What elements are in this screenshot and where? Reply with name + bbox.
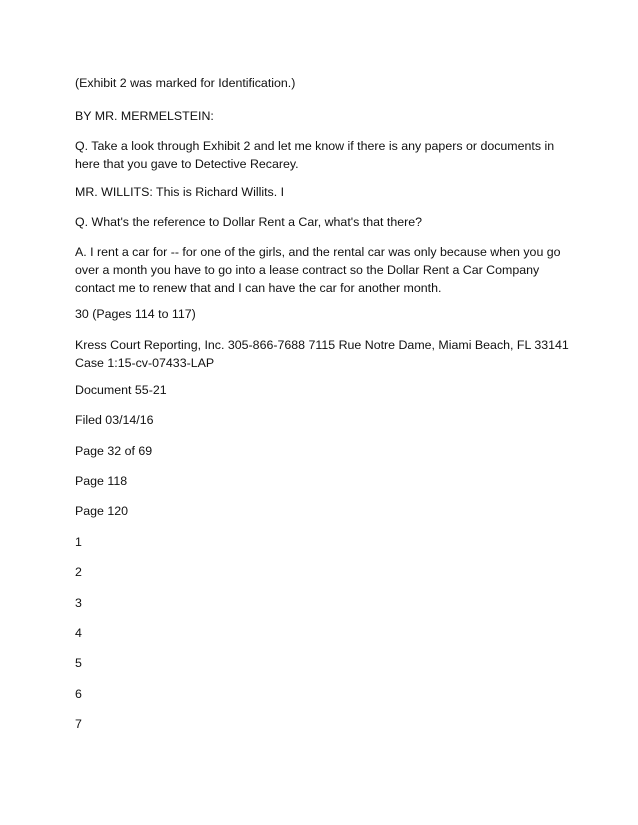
document-number: Document 55-21: [75, 383, 167, 397]
willits-statement: MR. WILLITS: This is Richard Willits. I: [75, 185, 285, 199]
line-number: 1: [75, 535, 82, 549]
line-number: 2: [75, 565, 82, 579]
examiner-heading: BY MR. MERMELSTEIN:: [75, 109, 214, 123]
line-number: 6: [75, 687, 82, 701]
question-dollar-rent-a-car: Q. What's the reference to Dollar Rent a Car, what's that there?: [75, 215, 423, 229]
page-count: Page 32 of 69: [75, 444, 153, 458]
page-range-footer: 30 (Pages 114 to 117): [75, 307, 196, 321]
exhibit-marked-note: (Exhibit 2 was marked for Identification.): [75, 76, 296, 90]
line-number: 3: [75, 596, 82, 610]
line-number: 7: [75, 717, 82, 731]
line-number: 4: [75, 626, 82, 640]
question-exhibit-2: Q. Take a look through Exhibit 2 and let me know if there is any papers or documents in here that you gave to Detective Recarey.: [75, 139, 555, 171]
court-reporter-footer: Kress Court Reporting, Inc. 305-866-7688 7115 Rue Notre Dame, Miami Beach, FL 33141 Case 1:15-cv-07433-LAP: [75, 338, 569, 370]
filed-date: Filed 03/14/16: [75, 413, 154, 427]
page-120-label: Page 120: [75, 504, 129, 518]
answer-rental-car: A. I rent a car for -- for one of the girls, and the rental car was only because when you go over a month you have to go into a lease contract so the Dollar Rent a Car Company contact me to renew that and I can have the car for another month.: [75, 245, 561, 295]
page-118-label: Page 118: [75, 474, 128, 488]
line-number: 5: [75, 656, 82, 670]
